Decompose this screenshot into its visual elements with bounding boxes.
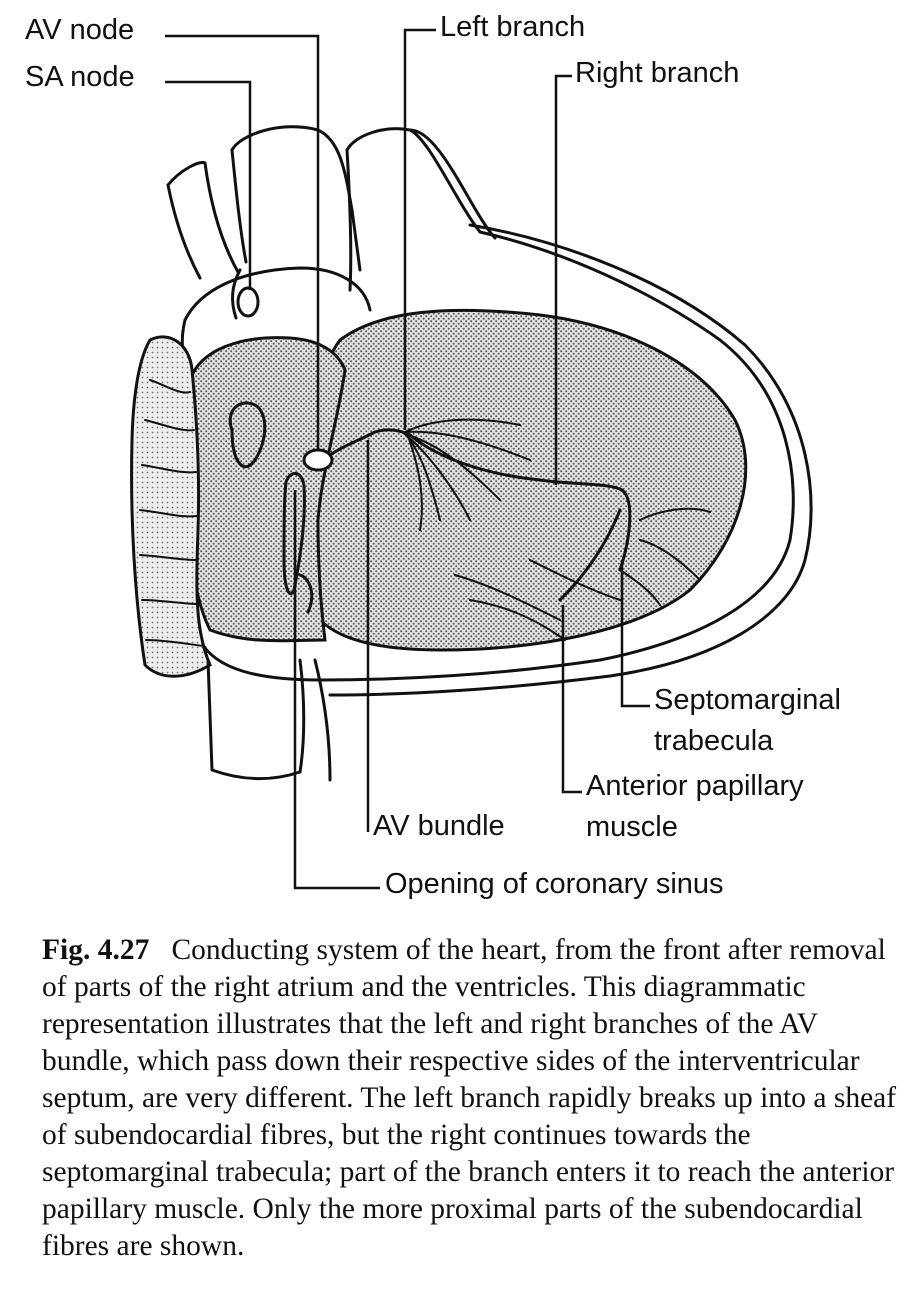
ventricle-cavity (308, 310, 745, 650)
label-septomarginal-line1: Septomarginal (654, 684, 841, 716)
label-right-branch: Right branch (575, 57, 740, 89)
label-septomarginal-line2: trabecula (654, 725, 774, 757)
label-av-node: AV node (25, 14, 135, 46)
label-left-branch: Left branch (440, 11, 586, 43)
label-av-bundle: AV bundle (373, 810, 505, 842)
figure-caption (42, 932, 902, 1265)
label-sa-node: SA node (25, 61, 135, 93)
label-anterior-papillary-line2: muscle (586, 811, 678, 843)
sa-node-shape (238, 288, 258, 316)
caption-text: Conducting system of the heart, from the front after removal of parts of the right atrium and the ventricles. This diagrammatic representation illustrates that the left and right branches of the AV bundle, which pass down their respective sides of the interventricular septum, are very different. The left branch rapidly breaks up into a sheaf of subendocardial fibres, but the right continues towards the septomarginal trabecula; part of the branch enters it to reach the anterior papillary muscle. Only the more proximal parts of the subendocardial fibres are shown. (42, 934, 897, 1262)
great-vessels (168, 127, 495, 290)
atrium-cavity (188, 338, 346, 641)
figure-number: Fig. 4.27 (42, 934, 150, 966)
label-anterior-papillary-line1: Anterior papillary (586, 770, 804, 802)
label-coronary-sinus: Opening of coronary sinus (385, 868, 724, 900)
av-node-shape (304, 450, 332, 470)
